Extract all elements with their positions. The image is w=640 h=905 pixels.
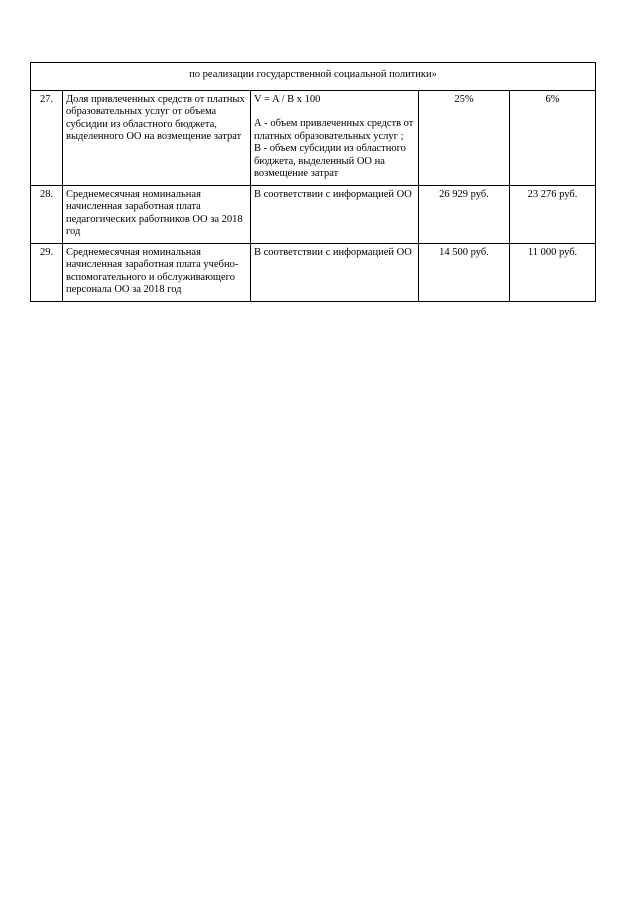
calculation-method: В соответствии с информацией ОО [251, 243, 419, 301]
formula-a-description: А - объем привлеченных средств от платных образовательных услуг ; [254, 118, 414, 142]
indicator-name: Доля привлеченных средств от платных образовательных услуг от объема субсидии из областного бюджета, выделенного ОО на возмещение затрат [63, 90, 251, 185]
table-row [31, 243, 596, 301]
table-header-cell [31, 63, 596, 91]
calculation-method: В соответствии с информацией ОО [251, 185, 419, 243]
calculation-method [251, 90, 419, 185]
value-1: 25% [419, 90, 510, 185]
indicators-table [30, 62, 596, 302]
table-header-row [31, 63, 596, 91]
value-2: 11 000 руб. [510, 243, 596, 301]
value-1: 26 929 руб. [419, 185, 510, 243]
table-row [31, 90, 596, 185]
header-text: по реализации государственной социальной политики» [189, 69, 437, 80]
value-1: 14 500 руб. [419, 243, 510, 301]
formula-b-description: В - объем субсидии из областного бюджета, выделенный ОО на возмещение затрат [254, 143, 406, 179]
indicator-name: Среднемесячная номинальная начисленная заработная плата учебно-вспомогательного и обслуживающего персонала ОО за 2018 год [63, 243, 251, 301]
row-number: 29. [31, 243, 63, 301]
formula: V = A / B x 100 [254, 93, 321, 105]
row-number: 28. [31, 185, 63, 243]
indicator-name: Среднемесячная номинальная начисленная заработная плата педагогических работников ОО за 2018 год [63, 185, 251, 243]
row-number: 27. [31, 90, 63, 185]
value-2: 6% [510, 90, 596, 185]
value-2: 23 276 руб. [510, 185, 596, 243]
table-row [31, 185, 596, 243]
